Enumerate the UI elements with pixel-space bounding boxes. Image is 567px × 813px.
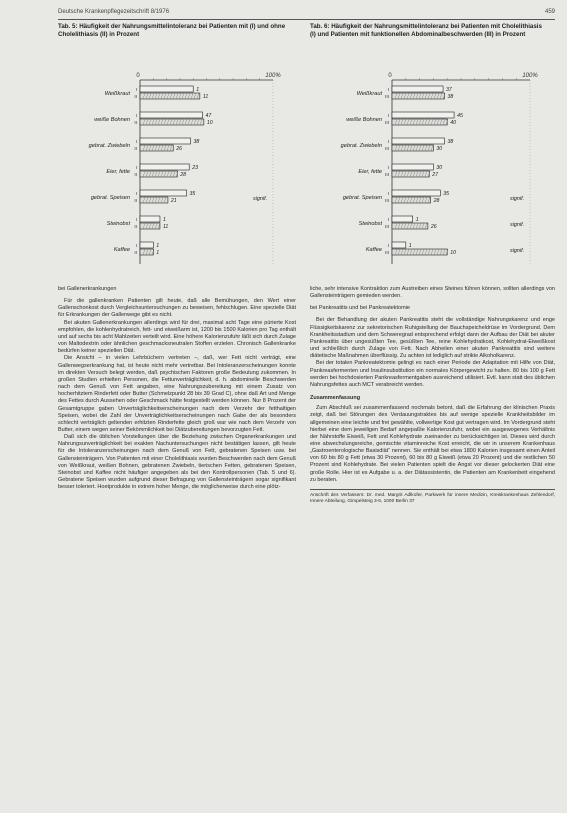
- data-label: 26: [430, 224, 437, 230]
- caption-text: Häufigkeit der Nahrungsmittelintoleranz bei Patienten mit Cholelithiasis (I) und Patienten mit funktionellen Abdominalbeschwerden (III) in Prozent: [310, 23, 542, 38]
- series-marker: II: [134, 147, 137, 152]
- author-footnote: Anschrift des Verfassers: Dr. med. Margrit Adlkofer, Parkwerk für innere Medizin, Kreiskrankenhaus Zehlendorf, Innere Abteilung, Gimpelsteig 3-6, 1000 Berlin 37: [310, 489, 555, 505]
- data-label: 38: [447, 94, 454, 100]
- series-marker: II: [134, 251, 137, 256]
- bar-I-5: [392, 216, 413, 222]
- category-label: Steinobst: [358, 221, 382, 227]
- data-label: 11: [202, 94, 209, 100]
- category-label: Eier, fette: [358, 169, 382, 175]
- data-label: 10: [450, 250, 456, 256]
- series-marker: II: [134, 95, 137, 100]
- series-marker: I: [135, 218, 137, 223]
- data-label: 40: [450, 120, 456, 126]
- category-label: Weißkraut: [104, 91, 130, 97]
- data-label: 10: [206, 120, 213, 126]
- bar-I-6: [392, 242, 406, 248]
- data-label: 1: [196, 87, 200, 93]
- series-marker: II: [134, 121, 137, 126]
- series-marker: I: [387, 114, 389, 119]
- data-label: 45: [457, 113, 463, 119]
- paragraph: Für die gallenkranken Patienten gilt heute, daß alle Bemühungen, den Wert einer Gallenschonkost durch Vergleichsuntersuchungen zu beweisen, fehlschlugen. Eine spezielle Diät für Erkrankungen der Gallenwege gibt es nicht.: [58, 298, 296, 319]
- data-label: 23: [192, 165, 198, 171]
- axis-tick-label: 100%: [522, 73, 538, 79]
- series-marker: II: [134, 173, 137, 178]
- bar-III-6: [392, 249, 447, 255]
- axis-tick-label: 0: [136, 73, 140, 79]
- series-marker: I: [387, 192, 389, 197]
- series-marker: I: [135, 244, 137, 249]
- data-label: 30: [436, 146, 443, 152]
- category-label: gebrat. Zwiebeln: [88, 143, 130, 149]
- left-text-column: [58, 286, 296, 491]
- section-heading-gallen: bei Gallenerkrankungen: [58, 286, 117, 292]
- data-label: 47: [205, 113, 212, 119]
- figure-caption-tab6: [310, 23, 545, 39]
- bar-I-1: [140, 112, 203, 118]
- paragraph: Bei der totalen Pankreatektomie gelingt es nach einer Periode der Adaptation mit Hilfe von Diät, Pankreasfermenten und Insulinsubstitution ein normales Körpergewicht zu halten. 80 bis 100 g Fett werden bei hochdosierten Pankreasfermentgaben ausreichend utilisiert. Evtl. kann statt des üblichen Nahrungsfettes auch MCT verabreicht werden.: [310, 360, 555, 388]
- category-label: gebrat. Speisen: [90, 195, 130, 201]
- significance-note: signif.: [510, 248, 525, 254]
- series-marker: III: [385, 225, 389, 230]
- data-label: 27: [432, 172, 439, 178]
- series-marker: I: [387, 166, 389, 171]
- series-marker: I: [387, 88, 389, 93]
- paragraph: Bei der Behandlung der akuten Pankreatitis steht die vollständige Nahrungskarenz und enge Flüssigkeitskarenz zur sekretorischen Ruhigstellung der Bauchspeicheldrüse im Vordergrund. Dem Krankheitsstadium und dem Schweregrad entsprechend erfolgt dann der Aufbau der Diät bei akuter Pankreatitis über ungesüßten Tee, gesüßten Tee, reine Kohlehydratkost, Kohlehydrat-Eiweißkost und schließlich durch Zulage von Fett. Nach Abheilen einer akuten Pankreatitis sind weitere diätetische Maßnahmen überflüssig. Zu achten ist lediglich auf strikte Alkoholkarenz.: [310, 317, 555, 360]
- series-marker: III: [385, 147, 389, 152]
- bar-II-4: [140, 197, 168, 203]
- caption-prefix: Tab. 6:: [310, 23, 330, 30]
- data-label: 28: [433, 198, 440, 204]
- bar-III-1: [392, 119, 447, 125]
- summary-heading: Zusammenfassung: [310, 395, 361, 402]
- data-label: 38: [447, 139, 454, 145]
- bar-I-0: [392, 86, 443, 92]
- bar-I-3: [392, 164, 433, 170]
- data-label: 1: [162, 217, 166, 223]
- category-label: Kaffee: [113, 247, 130, 253]
- series-marker: I: [135, 88, 137, 93]
- series-marker: I: [135, 114, 137, 119]
- series-marker: II: [134, 199, 137, 204]
- bar-II-6: [140, 249, 153, 255]
- page-number: 459: [544, 9, 555, 15]
- bar-I-0: [140, 86, 193, 92]
- category-label: Steinobst: [106, 221, 130, 227]
- data-label: 1: [156, 243, 160, 249]
- section-heading-pankreas: bei Pankreatitis und bei Pankreatektomie: [310, 305, 410, 312]
- significance-note: signif.: [253, 196, 268, 202]
- bar-I-6: [140, 242, 153, 248]
- caption-prefix: Tab. 5:: [58, 23, 78, 30]
- category-label: gebrat. Zwiebeln: [340, 143, 382, 149]
- bar-I-3: [140, 164, 189, 170]
- bar-I-1: [392, 112, 454, 118]
- paragraph: liche, sehr intensive Kontraktion zum Austreiben eines Steines führen können, sollten allerdings von Gallensteinträgern gemieden werden.: [310, 286, 555, 300]
- series-marker: I: [387, 218, 389, 223]
- data-label: 1: [156, 250, 160, 256]
- category-label: weiße Bohnen: [346, 117, 382, 123]
- paragraph: Bei akuten Gallenerkrankungen allerdings wird für drei, maximal acht Tage eine pürierte Kost empfohlen, die kohlenhydratreich, fett- und eiweißarm ist, 1200 bis 1500 Kalorien pro Tag enthält und auf sechs bis acht Mahlzeiten verteilt wird. Eine höhere Kalorienzufuhr läßt sich durch Zulage von Maltodextrin oder ähnlichen geschmacksneutralen Stoffen erzielen. Chronisch Gallenkranke bedürfen keiner speziellen Diät.: [58, 319, 296, 355]
- header-rule: [58, 19, 555, 20]
- bar-I-4: [140, 190, 187, 196]
- series-marker: III: [385, 173, 389, 178]
- data-label: 35: [443, 191, 450, 197]
- series-marker: I: [135, 192, 137, 197]
- series-marker: I: [387, 244, 389, 249]
- category-label: gebrat. Speisen: [342, 195, 382, 201]
- bar-I-5: [140, 216, 160, 222]
- series-marker: I: [135, 166, 137, 171]
- paragraph: Zum Abschluß sei zusammenfassend nochmals betont, daß die Erfahrung der klinischen Praxis zeigt, daß bei Störungen des Verdauungstraktes bis auf wenige spezielle Krankheitsbilder im allgemeinen eine leichte und frei gewählte, vollwertige Kost gut vertragen wird. Im Vordergrund steht hierbei eine dem jeweiligen Bedarf angepaßte Kalorienzufuhr, wobei ein ausgewogenes Verhältnis der Nährstoffe Eiweiß, Fett und Kohlehydrate zueinander zu berücksichtigen ist. Dieses wird durch eine abwechslungsreiche, gemischte vitaminreiche Kost erreicht, die wir in unserem Krankenhaus „Gastroenterologische Basisdiät“ nennen. Sie enthält bei etwa 1800 Kalorien insgesamt einen Anteil von 60 bis 80 g Fett (etwa 30 Prozent), 60 bis 80 g Eiweiß (etwa 20 Prozent) und die restlichen 50 Prozent sind Kohlehydrate. Bei vielen Patienten spielt die Angst vor dieser gelockerten Diät eine große Rolle. Hier ist es Aufgabe u. a. der Diätassistentin, die Patienten am Krankenbett eingehend zu beraten.: [310, 405, 555, 483]
- bar-chart-tab5: [58, 70, 298, 280]
- data-label: 37: [446, 87, 452, 93]
- bar-I-2: [392, 138, 444, 144]
- paragraph: Daß sich die üblichen Vorstellungen über die Beziehung zwischen Organerkrankungen und Nahrungsunverträglichkeit bei exakten Nachuntersuchungen nicht bestätigen lassen, gilt heute für die Intoleranzerscheinungen nach dem Genuß von Fett, gebratenen Speisen usw. bei Gallensteinträgern. Von Patienten mit einer Cholelithiasis wurden Beschwerden nach dem Genuß von Weißkraut, weißen Bohnen, gebratenen Zwiebeln, tierischen Fetten, gebratenen Speisen, Steinobst und Kaffee nicht häufiger angegeben als bei den Kontrollpersonen (Tab. 5 und 6). Gebratene Speisen wurden aufgrund dieser Befragung von Gallensteinträgern sogar signifikant besser toleriert. Hoetprodukte in extrem hoher Menge, die möglicherweise durch eine plötz-: [58, 434, 296, 491]
- data-label: 26: [176, 146, 183, 152]
- series-marker: I: [387, 140, 389, 145]
- data-label: 35: [189, 191, 196, 197]
- category-label: weiße Bohnen: [94, 117, 130, 123]
- bar-chart-tab6: [310, 70, 555, 280]
- significance-note: signif.: [510, 196, 525, 202]
- category-label: Weißkraut: [356, 91, 382, 97]
- bar-III-5: [392, 223, 428, 229]
- data-label: 11: [162, 224, 169, 230]
- series-marker: III: [385, 95, 389, 100]
- axis-tick-label: 100%: [265, 73, 281, 79]
- bar-II-0: [140, 93, 200, 99]
- journal-name: Deutsche Krankenpflegezeitschrift 8/1976: [58, 9, 170, 15]
- data-label: 1: [408, 243, 412, 249]
- data-label: 30: [436, 165, 443, 171]
- bar-III-4: [392, 197, 431, 203]
- series-marker: II: [134, 225, 137, 230]
- series-marker: I: [135, 140, 137, 145]
- category-label: Kaffee: [365, 247, 382, 253]
- significance-note: signif.: [510, 222, 525, 228]
- right-text-column: [310, 286, 555, 505]
- data-label: 28: [180, 172, 187, 178]
- data-label: 1: [415, 217, 419, 223]
- bar-I-4: [392, 190, 440, 196]
- series-marker: III: [385, 121, 389, 126]
- caption-text: Häufigkeit der Nahrungsmittelintoleranz bei Patienten mit (I) und ohne Cholelithiasis (II) in Prozent: [58, 23, 286, 38]
- data-label: 38: [193, 139, 200, 145]
- bar-I-2: [140, 138, 191, 144]
- series-marker: III: [385, 251, 389, 256]
- paragraph: Die Ansicht – in vielen Lehrbüchern vertreten –, daß, wer Fett nicht verträgt, eine Gallenwegserkrankung hat, ist heute nicht mehr vertretbar. Bei Intoleranzerscheinungen konnte im direkten Versuch belegt werden, daß psychischen Faktoren große Bedeutung zukommen. In großen Studien erhielten Personen, die Fettunverträglichkeit, d. h. abdominelle Beschwerden nach dem Genuß von Fett angaben, eine Nahrungszubereitung mit einem Zusatz von hocherhitztem Rinderfett oder Butter (Schmelzpunkt 28 bis 39 Grad C), ohne daß Art und Menge des Fettes durch Aussehen oder Geschmack hätte festgestellt werden können. Nur 8 Prozent der Gesamtgruppe gaben Unverträglichkeitserscheinungen nach dem Verzehr der fetthaltigen Speisen, wobei die Zahl der Unverträglichkeitserscheinungen nach Gabe der als besonders schlecht verträglich geltenden erhitzten Rinderfette gleich groß war wie nach dem Verzehr von Butter, einem wegen seiner Bekömmlichkeit bei Diätzubereitungen bevorzugten Fett.: [58, 355, 296, 433]
- data-label: 21: [170, 198, 177, 204]
- axis-tick-label: 0: [388, 73, 392, 79]
- figure-caption-tab5: [58, 23, 293, 39]
- running-header: [58, 9, 555, 15]
- series-marker: III: [385, 199, 389, 204]
- category-label: Eier, fette: [106, 169, 130, 175]
